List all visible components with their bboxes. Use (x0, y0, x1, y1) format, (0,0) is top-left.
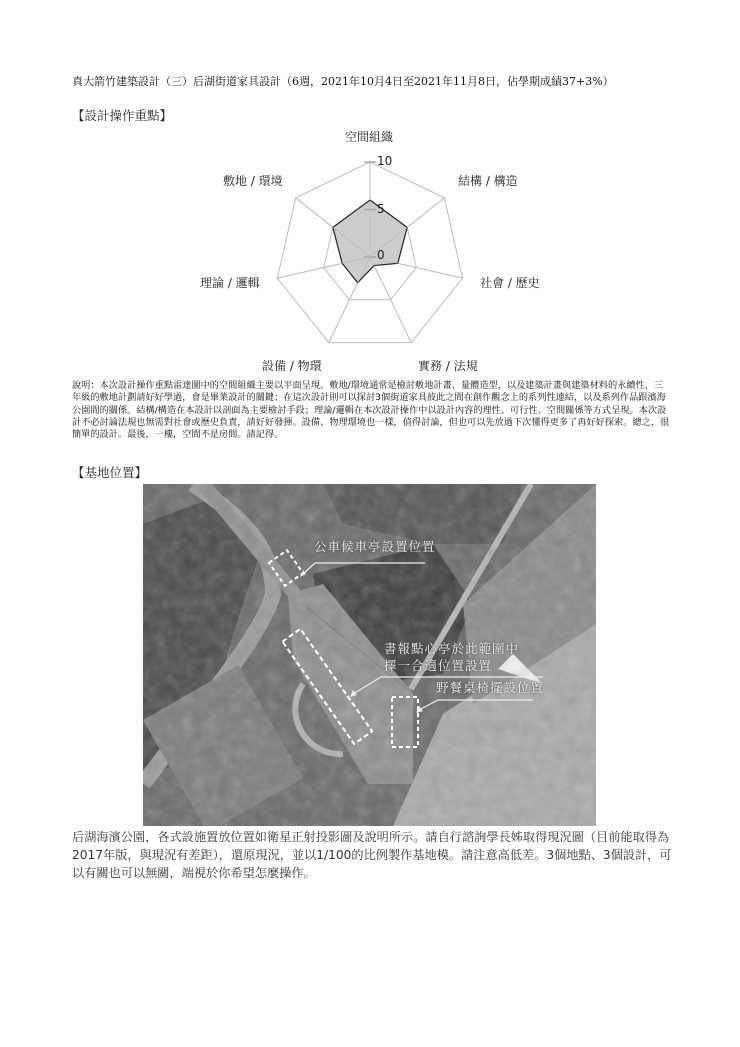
axis-label-practice-regulation: 實務 / 法規 (418, 359, 478, 373)
picnic-label: 野餐桌椅擺設位置 (436, 680, 545, 695)
axis-label-society-history: 社會 / 歷史 (480, 276, 540, 290)
site-description: 后湖海濱公園，各式設施置放位置如衛星正射投影圖及說明所示。請自行諮詢學長姊取得現況圖（目前能取得為2017年版，與現況有差距），還原現況，並以1/100的比例製作基地模。請注意高低差。3個地點、3個設計，可以有關也可以無關，端視於你希望怎麼操作。 (72, 830, 672, 880)
satellite-image (143, 484, 596, 826)
design-focus-description: 說明：本次設計操作重點雷達圖中的空間組織主要以平面呈現。敷地/環境通常是檢討敷地計畫、量體造型，以及建築計畫與建築材料的永續性，三年級的敷地計劃請好好學過，會是畢業設計的關鍵；在這次設計則可以探討3個街道家具彼此之間在創作觀念上的系列性連結，以及系列作品跟濱海公園間的關係。結構/構造在本設計以剖面為主要檢討手段；理論/邏輯在本次設計操作中以設計內容的理性、可行性、空間關係等方式呈現。本次設計不必討論法規也無需對社會或歷史負責，請好好發揮。設備、物理環境也一樣，值得討論，但也可以先放過下次懂得更多了再好好探索。總之，很簡單的設計。最後，一樓，空間不是房間。請記得。 (72, 380, 670, 441)
satellite-site-map (143, 484, 596, 826)
tick-label-5: 5 (377, 202, 385, 216)
kiosk-label-line2: 擇一合適位置設置 (384, 658, 493, 673)
tick-label-0: 0 (377, 248, 385, 262)
axis-label-structure: 結構 / 構造 (458, 174, 518, 188)
section-heading-design-focus: 【設計操作重點】 (72, 108, 173, 123)
section-heading-site-location: 【基地位置】 (72, 465, 148, 480)
axis-label-theory-logic: 理論 / 邏輯 (200, 276, 260, 290)
bus-stop-label: 公車候車亭設置位置 (314, 539, 436, 554)
kiosk-label-line1: 書報點心亭於此範圍中 (384, 641, 520, 656)
tick-label-10: 10 (377, 154, 393, 168)
radar-chart (180, 120, 560, 380)
page-title: 真大箭竹建築設計（三）后湖街道家具設計（6週，2021年10月4日至2021年11月8日，佔學期成績37+3%） (72, 75, 614, 88)
axis-label-spatial-organization: 空間組織 (345, 130, 394, 144)
axis-label-site-environment: 敷地 / 環境 (223, 174, 283, 188)
radar-chart-svg (180, 120, 560, 380)
axis-label-equipment-physics: 設備 / 物環 (262, 359, 322, 373)
